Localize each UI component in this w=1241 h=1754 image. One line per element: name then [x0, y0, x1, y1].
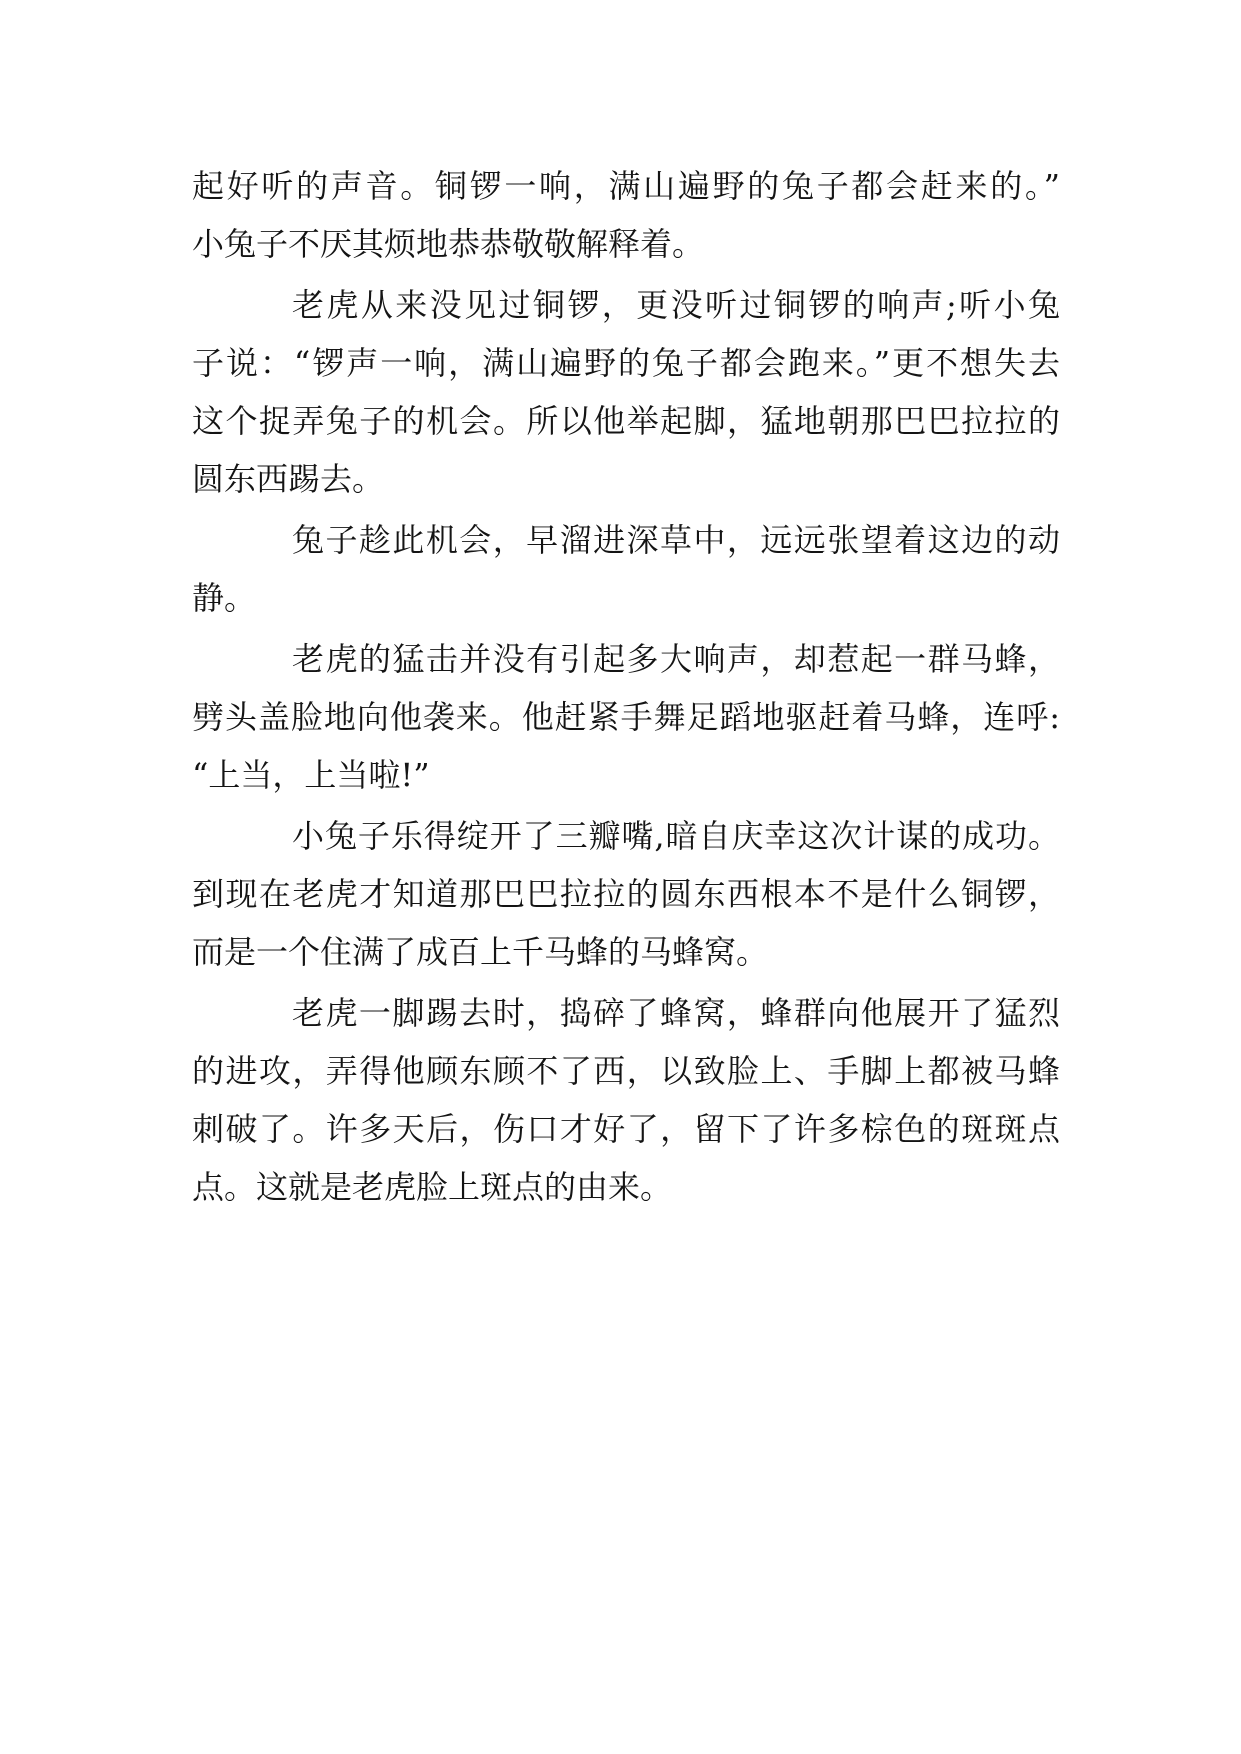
paragraph-2 — [192, 276, 1060, 508]
text-line: 小兔子乐得绽开了三瓣嘴,暗自庆幸这次计谋的成功。 — [292, 817, 1060, 855]
text-line: 到现在老虎才知道那巴巴拉拉的圆东西根本不是什么铜锣， — [192, 875, 1060, 913]
text-line: 老虎的猛击并没有引起多大响声，却惹起一群马蜂， — [292, 640, 1060, 678]
text-line: 而是一个住满了成百上千马蜂的马蜂窝。 — [192, 933, 769, 971]
text-line: 这个捉弄兔子的机会。所以他举起脚，猛地朝那巴巴拉拉的 — [192, 402, 1060, 440]
text-line: 静。 — [192, 579, 257, 617]
text-line: 子说：“锣声一响，满山遍野的兔子都会跑来。”更不想失去 — [192, 344, 1060, 382]
text-line: “上当，上当啦!” — [192, 756, 430, 794]
paragraph-3 — [192, 511, 1060, 627]
text-line: 兔子趁此机会，早溜进深草中，远远张望着这边的动 — [292, 521, 1060, 559]
text-line: 劈头盖脸地向他袭来。他赶紧手舞足蹈地驱赶着马蜂，连呼: — [192, 698, 1060, 736]
text-line: 小兔子不厌其烦地恭恭敬敬解释着。 — [192, 225, 705, 263]
paragraph-5 — [192, 807, 1060, 981]
paragraph-6 — [192, 984, 1060, 1216]
text-line: 刺破了。许多天后，伤口才好了，留下了许多棕色的斑斑点 — [192, 1110, 1060, 1148]
text-line: 老虎从来没见过铜锣，更没听过铜锣的响声;听小兔 — [292, 286, 1060, 324]
text-line: 起好听的声音。铜锣一响，满山遍野的兔子都会赶来的。” — [192, 167, 1060, 205]
text-line: 的进攻，弄得他顾东顾不了西，以致脸上、手脚上都被马蜂 — [192, 1052, 1060, 1090]
paragraph-4 — [192, 630, 1060, 804]
document-body — [192, 157, 1060, 1216]
text-line: 老虎一脚踢去时，捣碎了蜂窝，蜂群向他展开了猛烈 — [292, 994, 1060, 1032]
text-line: 点。这就是老虎脸上斑点的由来。 — [192, 1168, 673, 1206]
paragraph-1 — [192, 157, 1060, 273]
text-line: 圆东西踢去。 — [192, 460, 385, 498]
